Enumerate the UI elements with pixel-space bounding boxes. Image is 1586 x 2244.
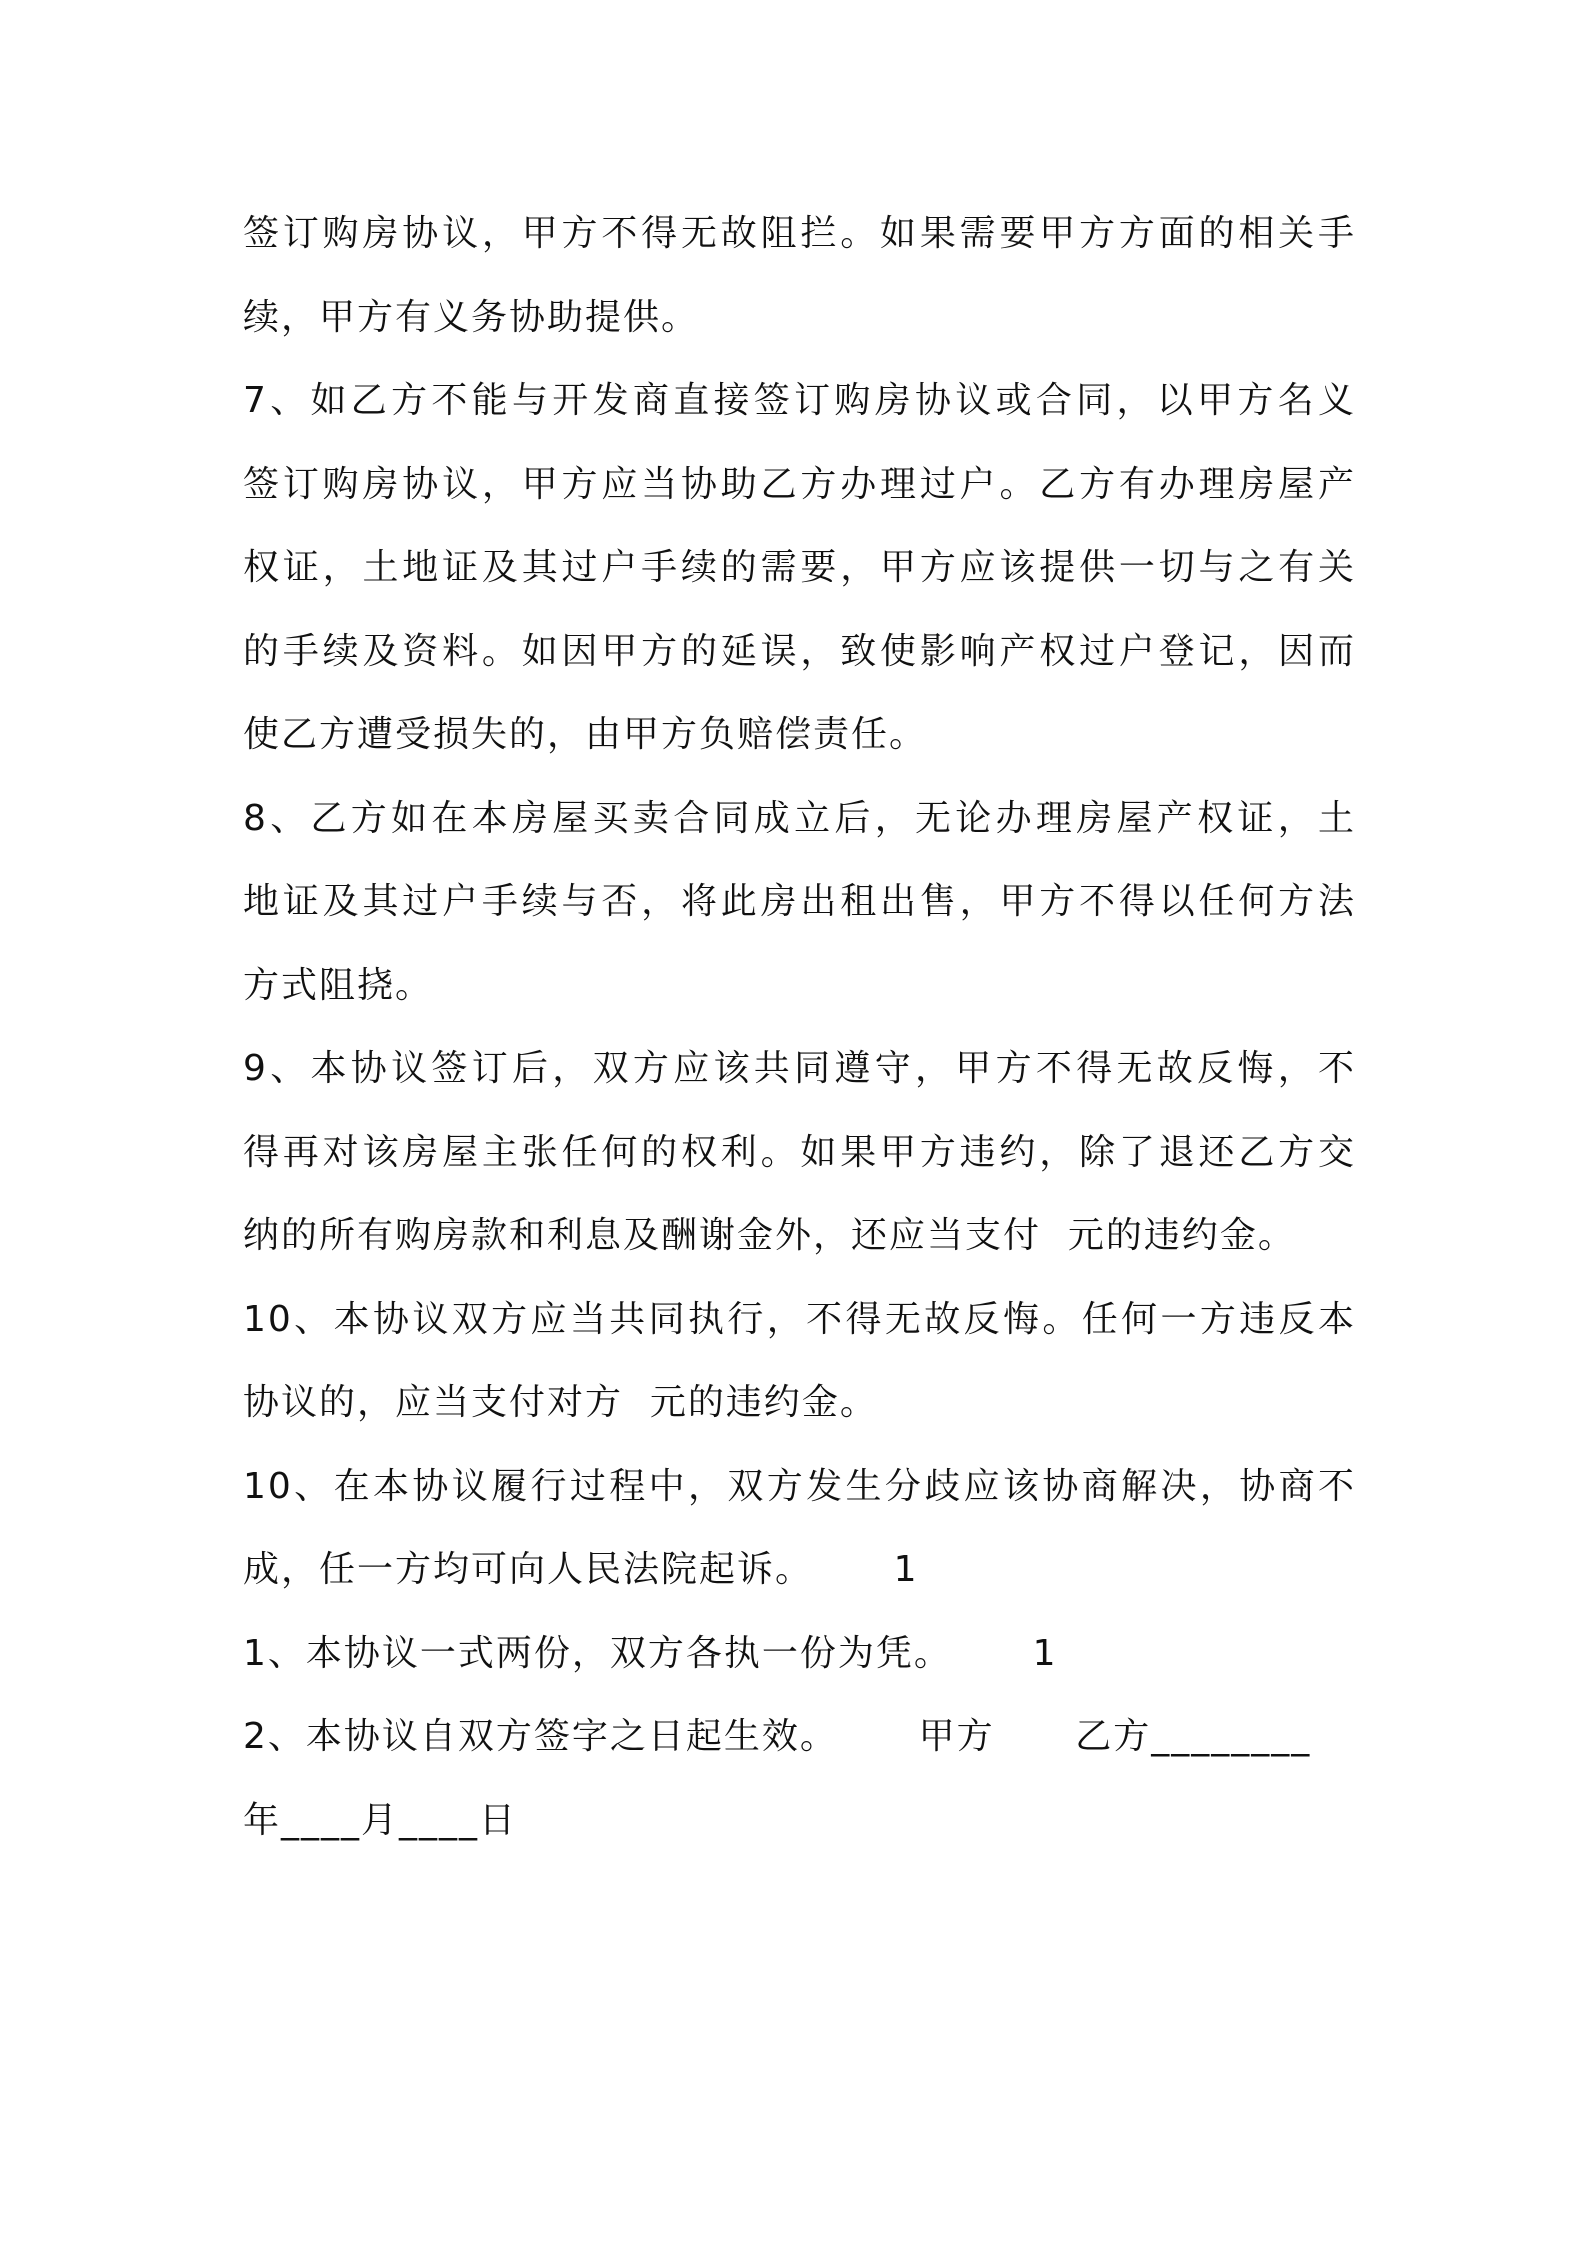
text-line: 协议的，应当支付对方 元的违约金。 [243,1382,878,1423]
text-line: 10、本协议双方应当共同执行，不得无故反悔。任何一方违反本 [243,1298,1356,1340]
text-line: 得再对该房屋主张任何的权利。如果甲方违约，除了退还乙方交 [243,1131,1356,1173]
text-line: 方式阻挠。 [243,964,434,1006]
text-line: 使乙方遭受损失的，由甲方负赔偿责任。 [243,714,928,755]
text-line: 年____月____日 [243,1799,518,1841]
text-line: 权证，土地证及其过户手续的需要，甲方应该提供一切与之有关 [243,547,1356,588]
text-line: 的手续及资料。如因甲方的延误，致使影响产权过户登记，因而 [243,630,1356,672]
text-line: 纳的所有购房款和利息及酬谢金外，还应当支付 元的违约金。 [243,1215,1296,1256]
text-line: 8、乙方如在本房屋买卖合同成立后，无论办理房屋产权证，土 [243,797,1356,839]
text-line: 续，甲方有义务协助提供。 [243,296,700,338]
text-line: 1、本协议一式两份，双方各执一份为凭。 1 [243,1632,1058,1674]
agreement-text [243,192,1356,1862]
text-line: 7、如乙方不能与开发商直接签订购房协议或合同，以甲方名义 [243,380,1356,421]
text-line: 地证及其过户手续与否，将此房出租出售，甲方不得以任何方法 [243,881,1356,922]
text-line: 签订购房协议，甲方不得无故阻拦。如果需要甲方方面的相关手 [243,213,1356,254]
text-line: 成，任一方均可向人民法院起诉。 1 [243,1549,919,1590]
text-line: 10、在本协议履行过程中，双方发生分歧应该协商解决，协商不 [243,1465,1356,1507]
text-line: 2、本协议自双方签字之日起生效。 甲方 乙方________ [243,1716,1312,1757]
text-line: 9、本协议签订后，双方应该共同遵守，甲方不得无故反悔，不 [243,1048,1356,1089]
text-line: 签订购房协议，甲方应当协助乙方办理过户。乙方有办理房屋产 [243,463,1356,505]
